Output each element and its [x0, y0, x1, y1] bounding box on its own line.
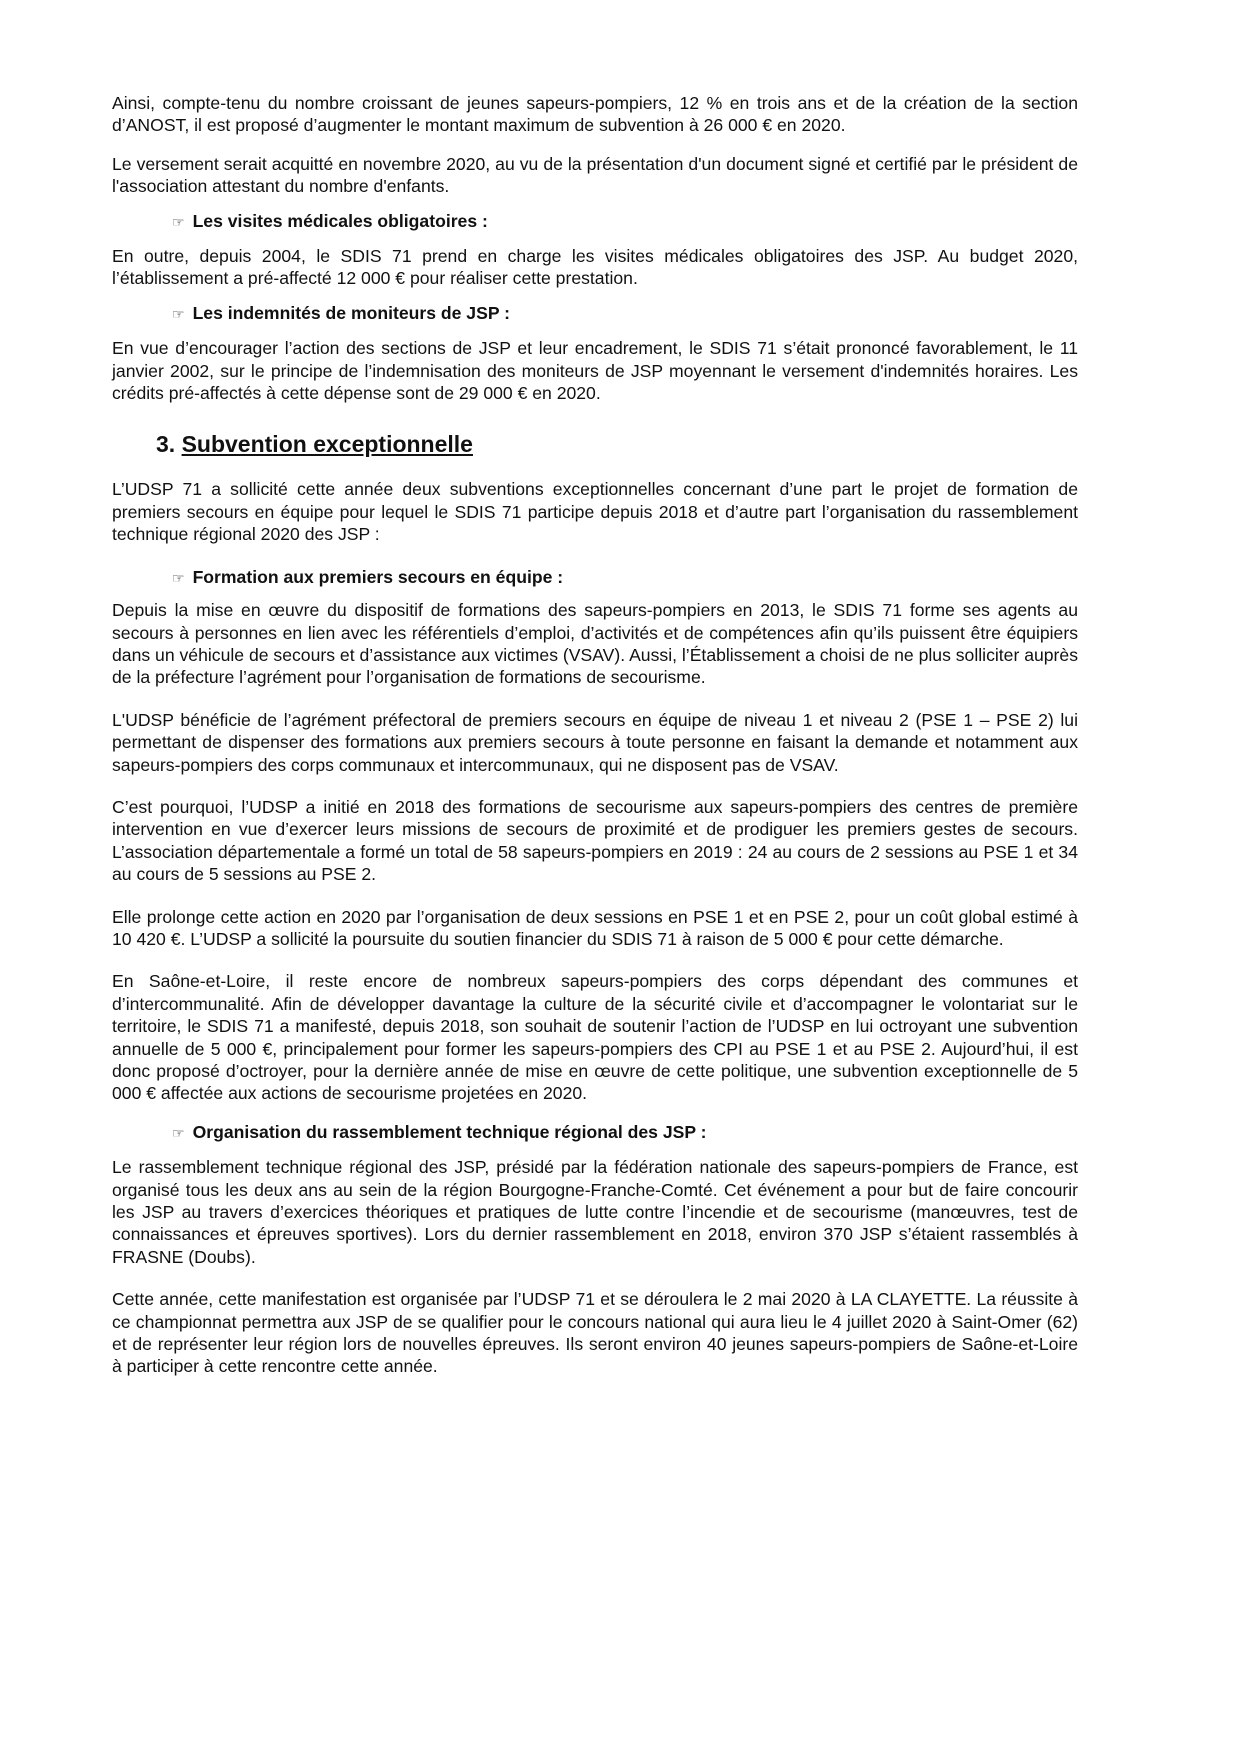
section-number: 3.: [156, 431, 176, 458]
paragraph-indemnites: En vue d’encourager l’action des sections de JSP et leur encadrement, le SDIS 71 s’était prononcé favorablement, le 11 janvier 2002, sur le principe de l’indemnisation des moniteurs de JSP moyennant le versement d'indemnités horaires. Les crédits pré-affectés à cette dépense sont de 29 000 € en 2020.: [112, 338, 1078, 404]
bullet-label: Organisation du rassemblement technique régional des JSP :: [192, 1121, 707, 1142]
paragraph-agrement-prefectoral: L'UDSP bénéficie de l’agrément préfectoral de premiers secours en équipe de niveau 1 et niveau 2 (PSE 1 – PSE 2) lui permettant de dispenser des formations aux premiers secours à toute personne en faisant la demande et notamment aux sapeurs-pompiers des corps communaux et intercommunaux, qui ne disposent pas de VSAV.: [112, 709, 1078, 775]
pointing-hand-icon: ☞: [172, 569, 185, 586]
paragraph-udsp-intro: L’UDSP 71 a sollicité cette année deux subventions exceptionnelles concernant d’une part le projet de formation de premiers secours en équipe pour lequel le SDIS 71 participe depuis 2018 et d’autre part l’organisation du rassemblement technique régional 2020 des JSP :: [112, 479, 1078, 545]
bullet-label: Les indemnités de moniteurs de JSP :: [192, 302, 510, 323]
paragraph-versement: Le versement serait acquitté en novembre 2020, au vu de la présentation d'un document signé et certifié par le président de l'association attestant du nombre d'enfants.: [112, 153, 1078, 197]
paragraph-visites-medicales: En outre, depuis 2004, le SDIS 71 prend en charge les visites médicales obligatoires des JSP. Au budget 2020, l’établissement a pré-affecté 12 000 € pour réaliser cette prestation.: [112, 246, 1078, 289]
bullet-formation-premiers-secours: [172, 566, 1078, 589]
pointing-hand-icon: ☞: [172, 1124, 185, 1141]
section-heading: [156, 430, 1078, 458]
bullet-label: Les visites médicales obligatoires :: [192, 210, 488, 231]
paragraph-formations-2018: C’est pourquoi, l’UDSP a initié en 2018 des formations de secourisme aux sapeurs-pompiers des centres de première intervention en vue d’exercer leurs missions de secours de proximité et de prodiguer les premiers gestes de secours. L’association départementale a formé un total de 58 sapeurs-pompiers en 2019 : 24 au cours de 2 sessions au PSE 1 et 34 au cours de 5 sessions au PSE 2.: [112, 796, 1078, 885]
paragraph-subvention-montant: Ainsi, compte-tenu du nombre croissant de jeunes sapeurs-pompiers, 12 % en trois ans et de la création de la section d’ANOST, il est proposé d’augmenter le montant maximum de subvention à 26 000 € en 2020.: [112, 93, 1078, 136]
paragraph-manifestation-2020: Cette année, cette manifestation est organisée par l’UDSP 71 et se déroulera le 2 mai 2020 à LA CLAYETTE. La réussite à ce championnat permettra aux JSP de se qualifier pour le concours national qui aura lieu le 4 juillet 2020 à Saint-Omer (62) et de représenter leur région lors de nouvelles épreuves. Ils seront environ 40 jeunes sapeurs-pompiers de Saône-et-Loire à participer à cette rencontre cette année.: [112, 1289, 1078, 1377]
paragraph-saone-et-loire: En Saône-et-Loire, il reste encore de nombreux sapeurs-pompiers des corps dépendant des communes et d’intercommunalité. Afin de développer davantage la culture de la sécurité civile et d’accompagner le volontariat sur le territoire, le SDIS 71 a manifesté, depuis 2018, son souhait de soutenir l’action de l’UDSP en lui octroyant une subvention annuelle de 5 000 €, principalement pour former les sapeurs-pompiers des CPI au PSE 1 et au PSE 2. Aujourd’hui, il est donc proposé d’octroyer, pour la dernière année de mise en œuvre de cette politique, une subvention exceptionnelle de 5 000 € affectée aux actions de secourisme projetées en 2020.: [112, 971, 1078, 1104]
bullet-label: Formation aux premiers secours en équipe :: [192, 566, 564, 587]
pointing-hand-icon: ☞: [172, 305, 185, 322]
bullet-rassemblement-technique: [172, 1121, 1078, 1144]
paragraph-dispositif-formations: Depuis la mise en œuvre du dispositif de formations des sapeurs-pompiers en 2013, le SDIS 71 forme ses agents au secours à personnes en lien avec les référentiels d’emploi, d’activités et de compétences afin qu’ils puissent être équipiers dans un véhicule de secours et d’assistance aux victimes (VSAV). Aussi, l’Établissement a choisi de ne plus solliciter auprès de la préfecture l’agrément pour l’organisation de formations de secourisme.: [112, 600, 1078, 688]
bullet-indemnites-moniteurs: [172, 302, 1078, 325]
bullet-visites-medicales: [172, 210, 1078, 233]
paragraph-rassemblement: Le rassemblement technique régional des JSP, présidé par la fédération nationale des sapeurs-pompiers de France, est organisé tous les deux ans au sein de la région Bourgogne-Franche-Comté. Cet événement a pour but de faire concourir les JSP au travers d’exercices théoriques et pratiques de lutte contre l’incendie et de secourisme (manœuvres, test de connaissances et épreuves sportives). Lors du dernier rassemblement en 2018, environ 370 JSP s’étaient rassemblés à FRASNE (Doubs).: [112, 1157, 1078, 1267]
pointing-hand-icon: ☞: [172, 213, 185, 230]
document-page: [112, 92, 1078, 1378]
section-title: Subvention exceptionnelle: [181, 431, 473, 458]
paragraph-prolongation-2020: Elle prolonge cette action en 2020 par l’organisation de deux sessions en PSE 1 et en PSE 2, pour un coût global estimé à 10 420 €. L’UDSP a sollicité la poursuite du soutien financier du SDIS 71 à raison de 5 000 € pour cette démarche.: [112, 906, 1078, 949]
